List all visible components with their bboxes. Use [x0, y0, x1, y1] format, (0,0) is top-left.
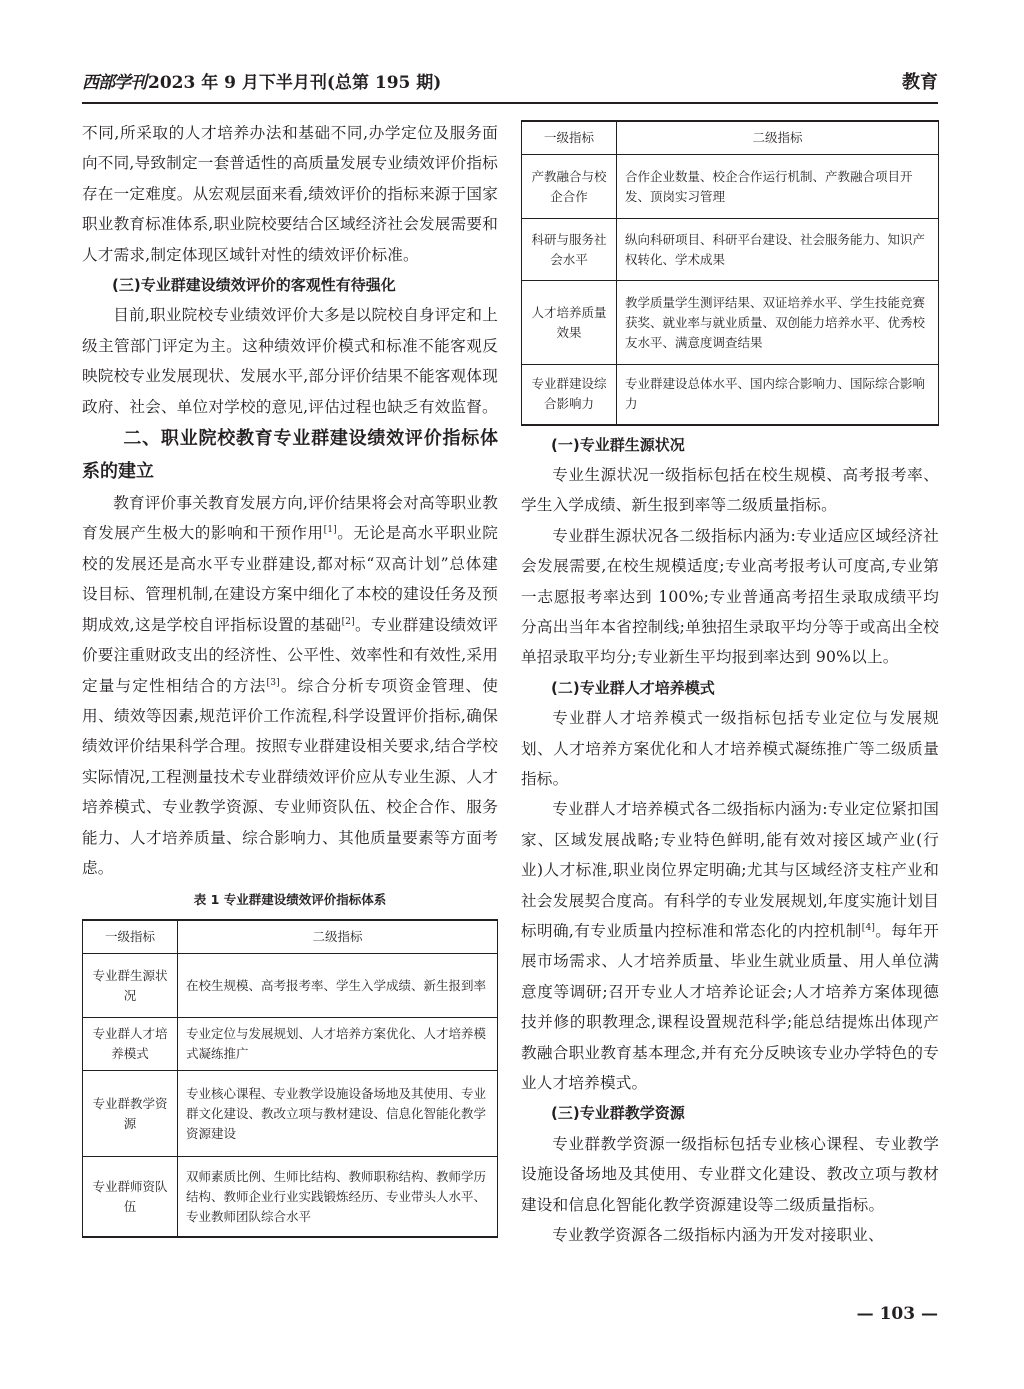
- level1-cell: 人才培养质量效果: [522, 281, 617, 365]
- text-run: 。综合分析专项资金管理、使用、绩效等因素,规范评价工作流程,科学设置评价指标,确保绩效评价结果科学合理。按照专业群建设相关要求,结合学校实际情况,工程测量技术专业群绩效评价应从专业生源、人才培养模式、专业教学资源、专业师资队伍、校企合作、服务能力、人才培养质量、综合影响力、其他质量要素等方面考虑。: [82, 676, 498, 877]
- level1-cell: 专业群生源状况: [83, 954, 178, 1018]
- right-column: [521, 120, 939, 1250]
- section-label: 教育: [902, 72, 938, 93]
- citation-ref[interactable]: [4]: [861, 922, 876, 933]
- journal-masthead: [82, 66, 441, 100]
- table-header-row: [522, 121, 939, 155]
- journal-logo: 西部学刊: [82, 73, 146, 93]
- table-row: [83, 1018, 498, 1071]
- citation-ref[interactable]: [1]: [323, 525, 337, 536]
- page-number: — 103 —: [856, 1304, 938, 1324]
- level1-cell: 科研与服务社会水平: [522, 219, 617, 281]
- paragraph: 专业生源状况一级指标包括在校生规模、高考报考率、学生入学成绩、新生报到率等二级质量指标。: [521, 465, 939, 515]
- indicator-table-part2: [521, 120, 939, 426]
- level1-cell: 专业群建设综合影响力: [522, 365, 617, 425]
- citation-ref[interactable]: [2]: [341, 616, 355, 627]
- paragraph: [521, 794, 939, 1098]
- level1-cell: 专业群教学资源: [83, 1071, 178, 1157]
- table-row: [83, 1071, 498, 1157]
- level1-cell: 专业群师资队伍: [83, 1157, 178, 1237]
- table-header-cell: 二级指标: [617, 121, 939, 155]
- paragraph: 目前,职业院校专业绩效评价大多是以院校自身评定和上级主管部门评定为主。这种绩效评价模式和标准不能客观反映院校专业发展现状、发展水平,部分评价结果不能客观体现政府、社会、单位对学校的意见,评估过程也缺乏有效监督。: [82, 306, 498, 416]
- level2-cell: 教学质量学生测评结果、双证培养水平、学生技能竞赛获奖、就业率与就业质量、双创能力培养水平、优秀校友水平、满意度调查结果: [617, 281, 939, 365]
- text-run: 。无论是高水平职业院校的发展还是高水平专业群建设,都对标“双高计划”总体建设目标、管理机制,在建设方案中细化了本校的建设任务及预期成效,这是学校自评指标设置的基础: [82, 524, 498, 634]
- table-header-cell: 二级指标: [178, 920, 498, 954]
- level2-cell: 在校生规模、高考报考率、学生入学成绩、新生报到率: [178, 954, 498, 1018]
- citation-ref[interactable]: [3]: [266, 677, 280, 688]
- level2-cell: 双师素质比例、生师比结构、教师职称结构、教师学历结构、教师企业行业实践锻炼经历、专业带头人水平、专业教师团队综合水平: [178, 1157, 498, 1237]
- level2-cell: 合作企业数量、校企合作运行机制、产教融合项目开发、顶岗实习管理: [617, 155, 939, 219]
- paragraph: 专业群人才培养模式一级指标包括专业定位与发展规划、人才培养方案优化和人才培养模式凝练推广等二级质量指标。: [521, 709, 939, 788]
- subsection-heading: (三)专业群教学资源: [551, 1104, 685, 1123]
- text-run: 专业群人才培养模式各二级指标内涵为:专业定位紧扣国家、区域发展战略;专业特色鲜明,能有效对接区域产业(行业)人才标准,职业岗位界定明确;尤其与区域经济支柱产业和社会发展契合度高。有科学的专业发展规划,年度实施计划目标明确,有专业质量内控标准和常态化的内控机制: [521, 800, 939, 940]
- level2-cell: 专业定位与发展规划、人才培养方案优化、人才培养模式凝练推广: [178, 1018, 498, 1071]
- issue-info: 2023 年 9 月下半月刊(总第 195 期): [148, 73, 442, 93]
- table-header-cell: 一级指标: [522, 121, 617, 155]
- subsection-heading: (一)专业群生源状况: [551, 435, 685, 454]
- table-row: [83, 954, 498, 1018]
- text-run: 教育评价事关教育发展方向,评价结果将会对高等职业教育发展产生极大的影响和干预作用: [82, 494, 498, 543]
- subsection-heading: (三)专业群建设绩效评价的客观性有待强化: [112, 276, 396, 295]
- level1-cell: 专业群人才培养模式: [83, 1018, 178, 1071]
- paragraph: 专业教学资源各二级指标内涵为开发对接职业、: [552, 1226, 884, 1245]
- table-row: [83, 1157, 498, 1237]
- paragraph: [82, 488, 498, 883]
- paragraph: 不同,所采取的人才培养办法和基础不同,办学定位及服务面向不同,导致制定一套普适性的高质量发展专业绩效评价指标存在一定难度。从宏观层面来看,绩效评价的指标来源于国家职业教育标准体系,职业院校要结合区域经济社会发展需要和人才需求,制定体现区域针对性的绩效评价标准。: [82, 124, 498, 264]
- header-rule: [82, 102, 938, 104]
- text-run: 。每年开展市场需求、人才培养质量、毕业生就业质量、用人单位满意度等调研;召开专业人才培养论证会;人才培养方案体现德技并修的职教理念,课程设置规范科学;能总结提炼出体现产教融合职业教育基本理念,并有充分反映该专业办学特色的专业人才培养模式。: [521, 922, 939, 1093]
- left-column: [82, 118, 498, 1238]
- level2-cell: 纵向科研项目、科研平台建设、社会服务能力、知识产权转化、学术成果: [617, 219, 939, 281]
- paragraph: 专业群教学资源一级指标包括专业核心课程、专业教学设施设备场地及其使用、专业群文化建设、教改立项与教材建设和信息化智能化教学资源建设等二级质量指标。: [521, 1134, 939, 1214]
- paragraph: 专业群生源状况各二级指标内涵为:专业适应区域经济社会发展需要,在校生规模适度;专业高考报考认可度高,专业第一志愿报考率达到 100%;专业普通高考招生录取成绩平均分高出当年本省控制线;单独招生录取平均分等于或高出全校单招录取平均分;专业新生平均报到率达到 90%以上。: [521, 526, 939, 667]
- table-row: [522, 219, 939, 281]
- running-header: [82, 66, 938, 100]
- section-heading: 二、职业院校教育专业群建设绩效评价指标体系的建立: [82, 428, 498, 483]
- subsection-heading: (二)专业群人才培养模式: [551, 678, 715, 697]
- table-header-row: [83, 920, 498, 954]
- level1-cell: 产教融合与校企合作: [522, 155, 617, 219]
- level2-cell: 专业群建设总体水平、国内综合影响力、国际综合影响力: [617, 365, 939, 425]
- table-header-cell: 一级指标: [83, 920, 178, 954]
- table-caption: 表 1 专业群建设绩效评价指标体系: [193, 892, 387, 908]
- table-row: [522, 155, 939, 219]
- table-row: [522, 281, 939, 365]
- text-run: 。专业群建设绩效评价要注重财政支出的经济性、公平性、效率性和有效性,采用定量与定性相结合的方法: [82, 615, 498, 695]
- indicator-table-part1: [82, 919, 498, 1238]
- level2-cell: 专业核心课程、专业教学设施设备场地及其使用、专业群文化建设、教改立项与教材建设、信息化智能化教学资源建设: [178, 1071, 498, 1157]
- table-row: [522, 365, 939, 425]
